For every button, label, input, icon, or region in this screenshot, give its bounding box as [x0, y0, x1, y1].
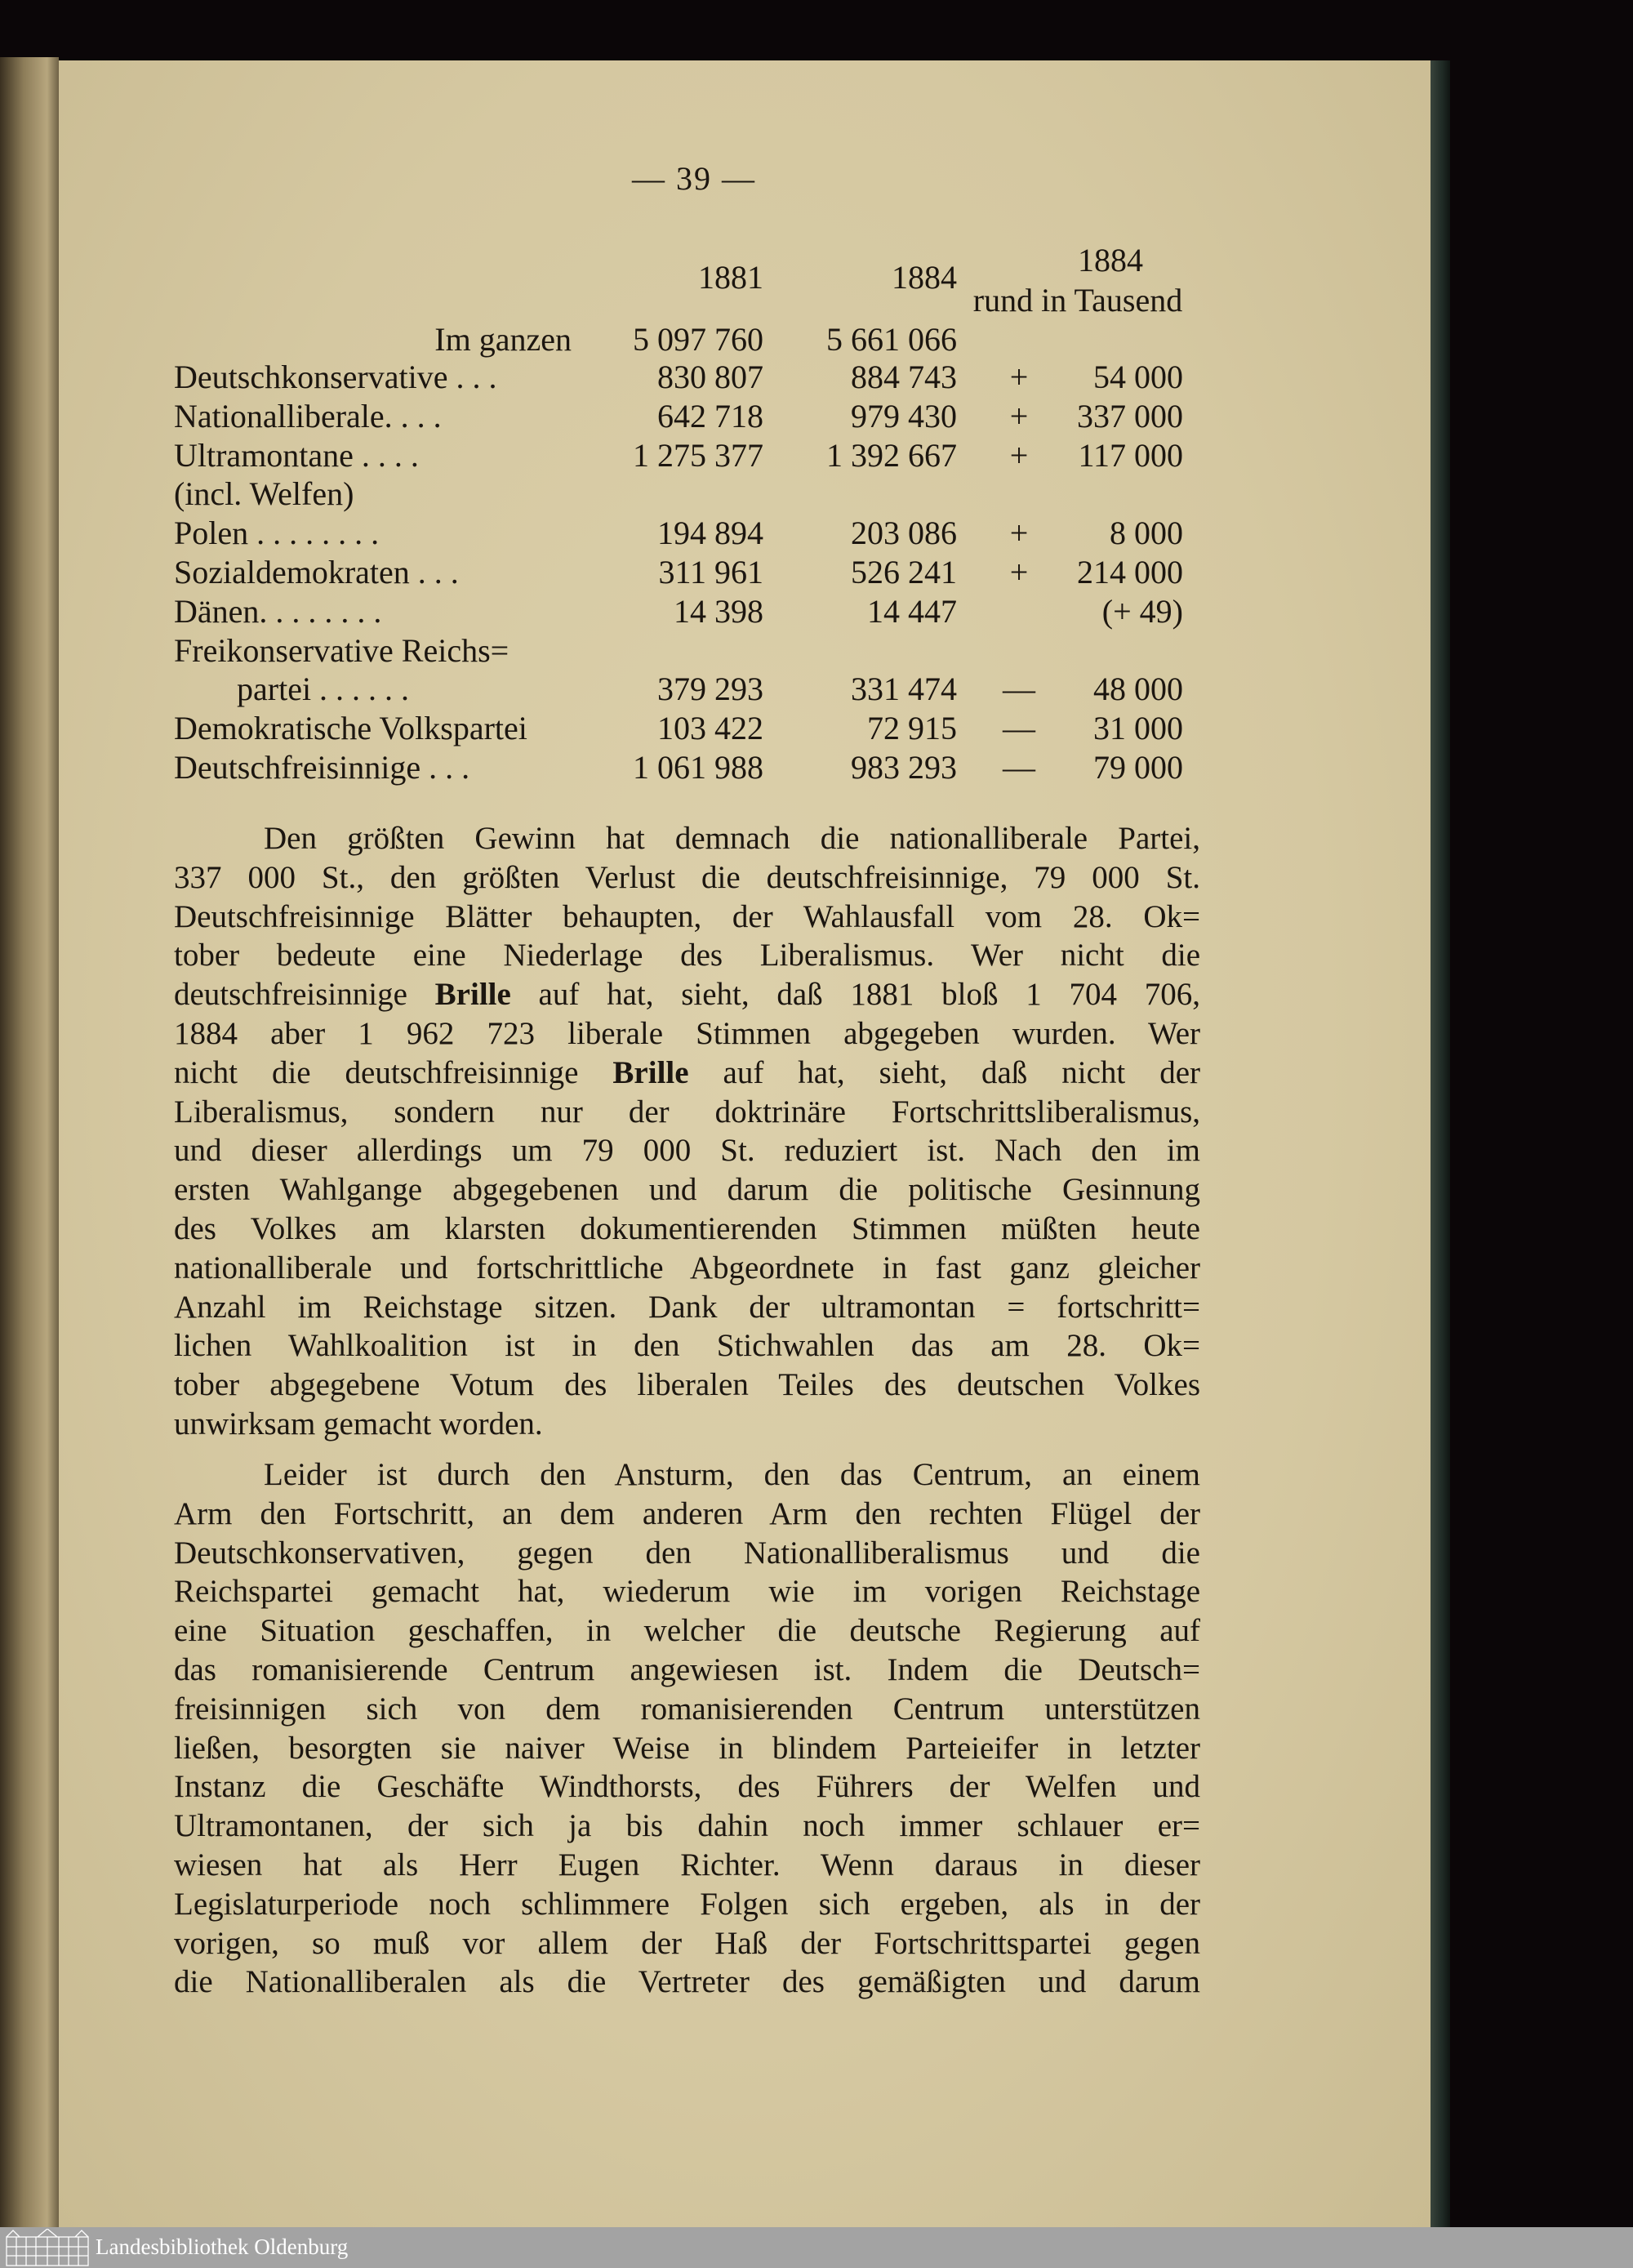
text-line — [174, 1846, 1200, 1885]
text-segment: und dieser allerdings um 79 000 St. reduziert ist. Nach den im — [174, 1133, 1200, 1169]
row-value-1881: 1 275 377 — [633, 436, 763, 474]
text-line — [174, 1807, 1200, 1846]
row-change-value: 117 000 — [1078, 436, 1183, 474]
text-line — [174, 819, 1200, 858]
text-line — [174, 1014, 1200, 1054]
row-change-value: 337 000 — [1077, 397, 1183, 434]
text-segment: tober abgegebene Votum des liberalen Teiles des deutschen Volkes — [174, 1367, 1200, 1403]
row-change-sign: — — [1003, 749, 1035, 786]
row-value-1881: 642 718 — [657, 397, 763, 434]
library-building-logo — [5, 2229, 90, 2266]
text-segment: Deutschkonservativen, gegen den Nationalliberalismus und die — [174, 1535, 1200, 1571]
text-segment: nicht die deutschfreisinnige — [174, 1054, 613, 1090]
row-party-label: Freikonservative Reichs= — [174, 631, 509, 669]
text-segment: 1884 aber 1 962 723 liberale Stimmen abgegeben wurden. Wer — [174, 1016, 1200, 1051]
text-line — [174, 898, 1200, 937]
row-value-1884: 203 086 — [851, 515, 957, 552]
row-value-1884: 72 915 — [867, 710, 957, 747]
row-change-value: 48 000 — [1093, 671, 1183, 708]
text-segment: lichen Wahlkoalition ist in den Stichwahlen das am 28. Ok= — [174, 1328, 1200, 1364]
total-1884: 5 661 066 — [826, 321, 957, 358]
text-segment: nationalliberale und fortschrittliche Abgeordnete in fast ganz gleicher — [174, 1250, 1200, 1285]
row-change-sign: + — [1009, 397, 1029, 434]
row-party-label: Demokratische Volkspartei — [174, 710, 527, 747]
text-segment: tober bedeute eine Niederlage des Liberalismus. Wer nicht die — [174, 938, 1200, 974]
text-line — [174, 975, 1200, 1014]
text-line — [174, 1131, 1200, 1170]
text-line — [174, 1405, 1200, 1444]
row-party-label: partei . . . . . . — [237, 671, 410, 708]
text-line — [174, 1651, 1200, 1690]
text-line — [174, 1326, 1200, 1366]
row-party-label: Sozialdemokraten . . . — [174, 554, 459, 590]
text-segment: vorigen, so muß vor allem der Haß der Fortschrittspartei gegen — [174, 1925, 1200, 1961]
emphasized-word: Brille — [434, 977, 511, 1013]
row-change-sign: + — [1009, 359, 1029, 395]
row-change-sign: + — [1009, 515, 1029, 552]
row-value-1881: 14 398 — [674, 592, 763, 630]
text-line — [174, 1249, 1200, 1288]
row-party-label: Polen . . . . . . . . — [174, 515, 380, 552]
text-line — [174, 1924, 1200, 1963]
row-party-label: Deutschfreisinnige . . . — [174, 749, 470, 786]
text-segment: freisinnigen sich von dem romanisierenden Centrum unterstützen — [174, 1691, 1200, 1727]
footer-bar — [0, 2227, 1633, 2268]
text-segment: die Nationalliberalen als die Vertreter des gemäßigten und darum — [174, 1964, 1200, 2000]
page-number: — 39 — — [632, 160, 756, 197]
row-change-sign: + — [1009, 436, 1029, 474]
total-label: Im ganzen — [434, 321, 572, 358]
header-1884: 1884 — [892, 259, 957, 296]
text-segment: wiesen hat als Herr Eugen Richter. Wenn daraus in dieser — [174, 1847, 1200, 1883]
text-segment: des Volkes am klarsten dokumentierenden Stimmen müßten heute — [174, 1211, 1200, 1246]
header-diff-year: 1884 — [1078, 242, 1143, 278]
text-line — [174, 1288, 1200, 1327]
row-party-label: Dänen. . . . . . . . — [174, 592, 382, 630]
text-segment: Anzahl im Reichstage sitzen. Dank der ultramontan = fortschritt= — [174, 1289, 1200, 1325]
text-line — [174, 1170, 1200, 1210]
row-change-value: 214 000 — [1077, 554, 1183, 590]
text-segment: Leider ist durch den Ansturm, den das Centrum, an einem — [264, 1457, 1200, 1492]
text-segment: auf hat, sieht, daß 1881 bloß 1 704 706, — [510, 977, 1200, 1013]
row-change-value: 54 000 — [1093, 359, 1183, 395]
text-segment: das romanisierende Centrum angewiesen ist. Indem die Deutsch= — [174, 1652, 1200, 1687]
row-party-label: Ultramontane . . . . — [174, 436, 419, 474]
book-spine-edge — [1431, 60, 1450, 2227]
row-party-label: (incl. Welfen) — [174, 475, 354, 513]
text-line — [174, 1767, 1200, 1807]
row-change-sign: — — [1003, 710, 1035, 747]
text-segment: Arm den Fortschritt, an dem anderen Arm den rechten Flügel der — [174, 1495, 1200, 1531]
row-value-1881: 103 422 — [657, 710, 763, 747]
header-diff-label: rund in Tausend — [972, 282, 1183, 319]
row-value-1881: 311 961 — [658, 554, 763, 590]
text-segment: ließen, besorgten sie naiver Weise in blindem Parteieifer in letzter — [174, 1730, 1200, 1766]
text-segment: deutschfreisinnige — [174, 977, 435, 1013]
text-segment: ersten Wahlgange abgegebenen und darum die politische Gesinnung — [174, 1172, 1200, 1208]
header-1881: 1881 — [698, 259, 763, 296]
text-line — [174, 1210, 1200, 1249]
text-segment: Reichspartei gemacht hat, wiederum wie im vorigen Reichstage — [174, 1574, 1200, 1610]
text-line — [174, 1455, 1200, 1495]
row-change-value: (+ 49) — [1101, 592, 1183, 630]
row-value-1884: 526 241 — [851, 554, 957, 590]
text-line — [174, 1885, 1200, 1924]
row-value-1884: 14 447 — [867, 592, 957, 630]
row-party-label: Nationalliberale. . . . — [174, 397, 442, 434]
text-segment: Deutschfreisinnige Blätter behaupten, der Wahlausfall vom 28. Ok= — [174, 898, 1200, 934]
emphasized-word: Brille — [612, 1054, 689, 1090]
row-value-1884: 979 430 — [851, 397, 957, 434]
text-line — [174, 1366, 1200, 1405]
text-line — [174, 858, 1200, 898]
text-segment: unwirksam gemacht worden. — [174, 1406, 543, 1441]
text-line — [174, 1534, 1200, 1573]
text-segment: Ultramontanen, der sich ja bis dahin noch immer schlauer er= — [174, 1808, 1200, 1844]
text-segment: Legislaturperiode noch schlimmere Folgen sich ergeben, als in der — [174, 1886, 1200, 1922]
row-value-1884: 884 743 — [851, 359, 957, 395]
text-segment: eine Situation geschaffen, in welcher die deutsche Regierung auf — [174, 1613, 1200, 1649]
text-segment: auf hat, sieht, daß nicht der — [688, 1054, 1200, 1090]
text-segment: 337 000 St., den größten Verlust die deutschfreisinnige, 79 000 St. — [174, 859, 1200, 895]
row-value-1881: 1 061 988 — [633, 749, 763, 786]
row-value-1884: 1 392 667 — [826, 436, 957, 474]
library-name: Landesbibliothek Oldenburg — [96, 2235, 349, 2259]
text-line — [174, 1611, 1200, 1651]
row-party-label: Deutschkonservative . . . — [174, 359, 497, 395]
text-segment: Liberalismus, sondern nur der doktrinäre Fortschrittsliberalismus, — [174, 1094, 1200, 1130]
text-segment: Den größten Gewinn hat demnach die nationalliberale Partei, — [264, 821, 1200, 856]
text-line — [174, 1495, 1200, 1534]
text-line — [174, 1690, 1200, 1729]
row-change-value: 79 000 — [1093, 749, 1183, 786]
row-value-1884: 331 474 — [851, 671, 957, 708]
row-value-1884: 983 293 — [851, 749, 957, 786]
text-line — [174, 1054, 1200, 1093]
text-line — [174, 936, 1200, 975]
text-line — [174, 1729, 1200, 1768]
row-value-1881: 379 293 — [657, 671, 763, 708]
total-1881: 5 097 760 — [633, 321, 763, 358]
row-value-1881: 194 894 — [657, 515, 763, 552]
row-change-sign: — — [1003, 671, 1035, 708]
text-line — [174, 1572, 1200, 1611]
text-segment: Instanz die Geschäfte Windthorsts, des Führers der Welfen und — [174, 1769, 1200, 1805]
row-change-sign: + — [1009, 554, 1029, 590]
book-left-edge — [0, 57, 59, 2227]
row-change-value: 8 000 — [1110, 515, 1183, 552]
text-line — [174, 1093, 1200, 1132]
row-value-1881: 830 807 — [657, 359, 763, 395]
text-line — [174, 1963, 1200, 2002]
row-change-value: 31 000 — [1093, 710, 1183, 747]
